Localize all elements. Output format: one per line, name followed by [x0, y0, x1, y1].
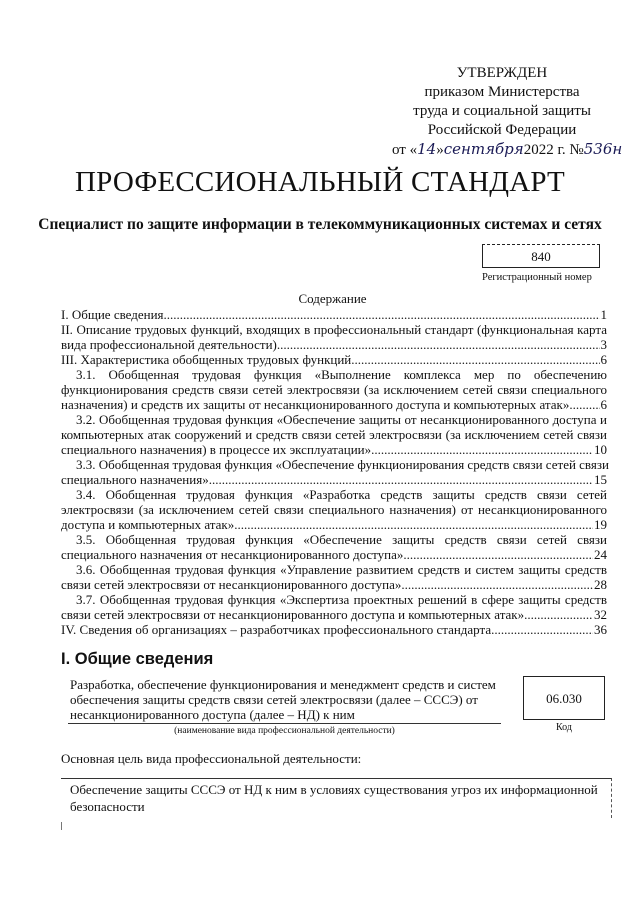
toc-item-row — [61, 352, 607, 367]
toc-item-line: III. Характеристика обобщенных трудовых функций — [61, 352, 352, 367]
toc-item-line: II. Описание трудовых функций, входящих в профессиональный стандарт (функциональная карта — [61, 322, 607, 337]
divider — [68, 723, 501, 724]
toc-item-line: электросвязи (за исключением сетей связи специального назначения) от несанкционированного — [61, 502, 607, 517]
toc-page-number: 1 — [600, 307, 607, 322]
activity-kind — [70, 677, 510, 722]
handwritten-day: 14 — [417, 140, 437, 158]
approval-date — [392, 140, 623, 160]
goal-line: безопасности — [70, 799, 145, 814]
goal-label: Основная цель вида профессиональной деятельности: — [61, 751, 362, 766]
toc-page-number: 19 — [594, 517, 607, 532]
toc-item-line: 3.1. Обобщенная трудовая функция «Выполнение комплекса мер по обеспечению — [76, 367, 607, 382]
toc-item-line: связи сетей электросвязи от несанкционированного доступа и компьютерных атак» — [61, 607, 525, 622]
table-of-contents — [61, 307, 607, 637]
toc-item-line: специального назначения от несанкционированного доступа» — [61, 547, 404, 562]
document-subtitle: Специалист по защите информации в телекоммуникационных системах и сетях — [38, 216, 602, 233]
toc-item-line: 3.3. Обобщенная трудовая функция «Обеспечение функционирования средств связи сетей связи — [76, 457, 609, 472]
handwritten-number: 536н — [583, 140, 623, 158]
approval-block — [392, 64, 623, 160]
activity-kind-line: Разработка, обеспечение функционирования и менеджмент средств и систем — [70, 677, 496, 692]
toc-item-line: 3.6. Обобщенная трудовая функция «Управление развитием средств и систем защиты средств — [76, 562, 607, 577]
toc-leader — [164, 307, 600, 322]
toc-leader — [209, 472, 593, 487]
toc-item-line: доступа и компьютерных атак» — [61, 517, 235, 532]
toc-leader — [403, 547, 593, 562]
toc-item — [61, 322, 607, 352]
toc-page-number: 6 — [600, 397, 607, 412]
toc-item — [61, 487, 607, 532]
toc-item-row — [61, 397, 607, 412]
activity-kind-line: несанкционированного доступа (далее – НД) к ним — [70, 707, 355, 722]
toc-page-number: 32 — [594, 607, 607, 622]
toc-page-number: 28 — [594, 577, 607, 592]
document-title: ПРОФЕССИОНАЛЬНЫЙ СТАНДАРТ — [75, 166, 565, 198]
toc-item-row — [61, 547, 607, 562]
toc-item-row — [61, 472, 607, 487]
section-heading: I. Общие сведения — [61, 650, 214, 668]
activity-kind-line: обеспечения защиты средств связи сетей электросвязи (далее – СССЭ) от — [70, 692, 478, 707]
toc-leader — [524, 607, 593, 622]
toc-item-line: вида профессиональной деятельности) — [61, 337, 277, 352]
toc-page-number: 3 — [600, 337, 607, 352]
activity-code: 06.030 — [523, 676, 605, 720]
toc-item-line: 3.5. Обобщенная трудовая функция «Обеспечение защиты средств связи сетей связи — [76, 532, 607, 547]
toc-item-line: 3.7. Обобщенная трудовая функция «Экспертиза проектных решений в сфере защиты средств — [76, 592, 607, 607]
toc-page-number: 36 — [594, 622, 607, 637]
toc-leader — [234, 517, 593, 532]
toc-item — [61, 412, 607, 457]
approval-line: УТВЕРЖДЕН — [456, 65, 548, 81]
toc-item — [61, 562, 607, 592]
toc-item — [61, 592, 607, 622]
toc-page-number: 24 — [594, 547, 607, 562]
toc-item-line: 3.4. Обобщенная трудовая функция «Разработка средств защиты средств связи сетей — [76, 487, 607, 502]
toc-item-line: 3.2. Обобщенная трудовая функция «Обеспечение защиты от несанкционированного доступа и — [76, 412, 607, 427]
toc-leader — [491, 622, 593, 637]
goal-text — [70, 781, 598, 815]
divider — [61, 822, 62, 830]
toc-item-line: компьютерных атак сооружений и средств связи сетей электросвязи (за исключением сетей связи — [61, 427, 607, 442]
toc-item-line: специального назначения) в процессе их эксплуатации» — [61, 442, 372, 457]
toc-heading: Содержание — [298, 291, 367, 306]
toc-item — [61, 457, 607, 487]
date-year: 2022 г. № — [523, 142, 584, 158]
toc-leader — [401, 577, 593, 592]
date-prefix: от « — [392, 142, 418, 158]
toc-item-row — [61, 307, 607, 322]
toc-item-row — [61, 442, 607, 457]
date-mid: » — [436, 142, 444, 158]
toc-page-number: 10 — [594, 442, 607, 457]
toc-item-line: назначения) и средств их защиты от несанкционированного доступа и компьютерных атак» — [61, 397, 570, 412]
toc-item-line: функционирования средств связи сетей электросвязи (за исключением сетей связи специального — [61, 382, 607, 397]
toc-item-line: специального назначения» — [61, 472, 209, 487]
toc-item-row — [61, 517, 607, 532]
toc-item-row — [61, 622, 607, 637]
toc-leader — [371, 442, 593, 457]
code-caption: Код — [556, 722, 572, 733]
toc-item-row — [61, 577, 607, 592]
registration-label: Регистрационный номер — [482, 272, 592, 283]
approval-line: труда и социальной защиты — [413, 103, 591, 119]
toc-item-line: IV. Сведения об организациях – разработчиках профессионального стандарта — [61, 622, 492, 637]
goal-line: Обеспечение защиты СССЭ от НД к ним в условиях существования угроз их информационной — [70, 782, 598, 797]
toc-leader — [351, 352, 599, 367]
toc-item — [61, 307, 607, 322]
toc-item — [61, 367, 607, 412]
handwritten-month: сентября — [443, 140, 524, 158]
activity-kind-caption: (наименование вида профессиональной деятельности) — [174, 726, 395, 736]
toc-leader — [569, 397, 599, 412]
toc-item — [61, 532, 607, 562]
toc-page-number: 6 — [600, 352, 607, 367]
toc-item-line: связи сетей электросвязи от несанкционированного доступа» — [61, 577, 402, 592]
toc-item-line: I. Общие сведения — [61, 307, 164, 322]
toc-item — [61, 352, 607, 367]
toc-page-number: 15 — [594, 472, 607, 487]
approval-line: приказом Министерства — [424, 84, 580, 100]
toc-item — [61, 622, 607, 637]
toc-item-row — [61, 607, 607, 622]
toc-leader — [277, 337, 600, 352]
approval-line: Российской Федерации — [427, 122, 577, 138]
toc-item-row — [61, 337, 607, 352]
registration-number: 840 — [482, 244, 600, 268]
